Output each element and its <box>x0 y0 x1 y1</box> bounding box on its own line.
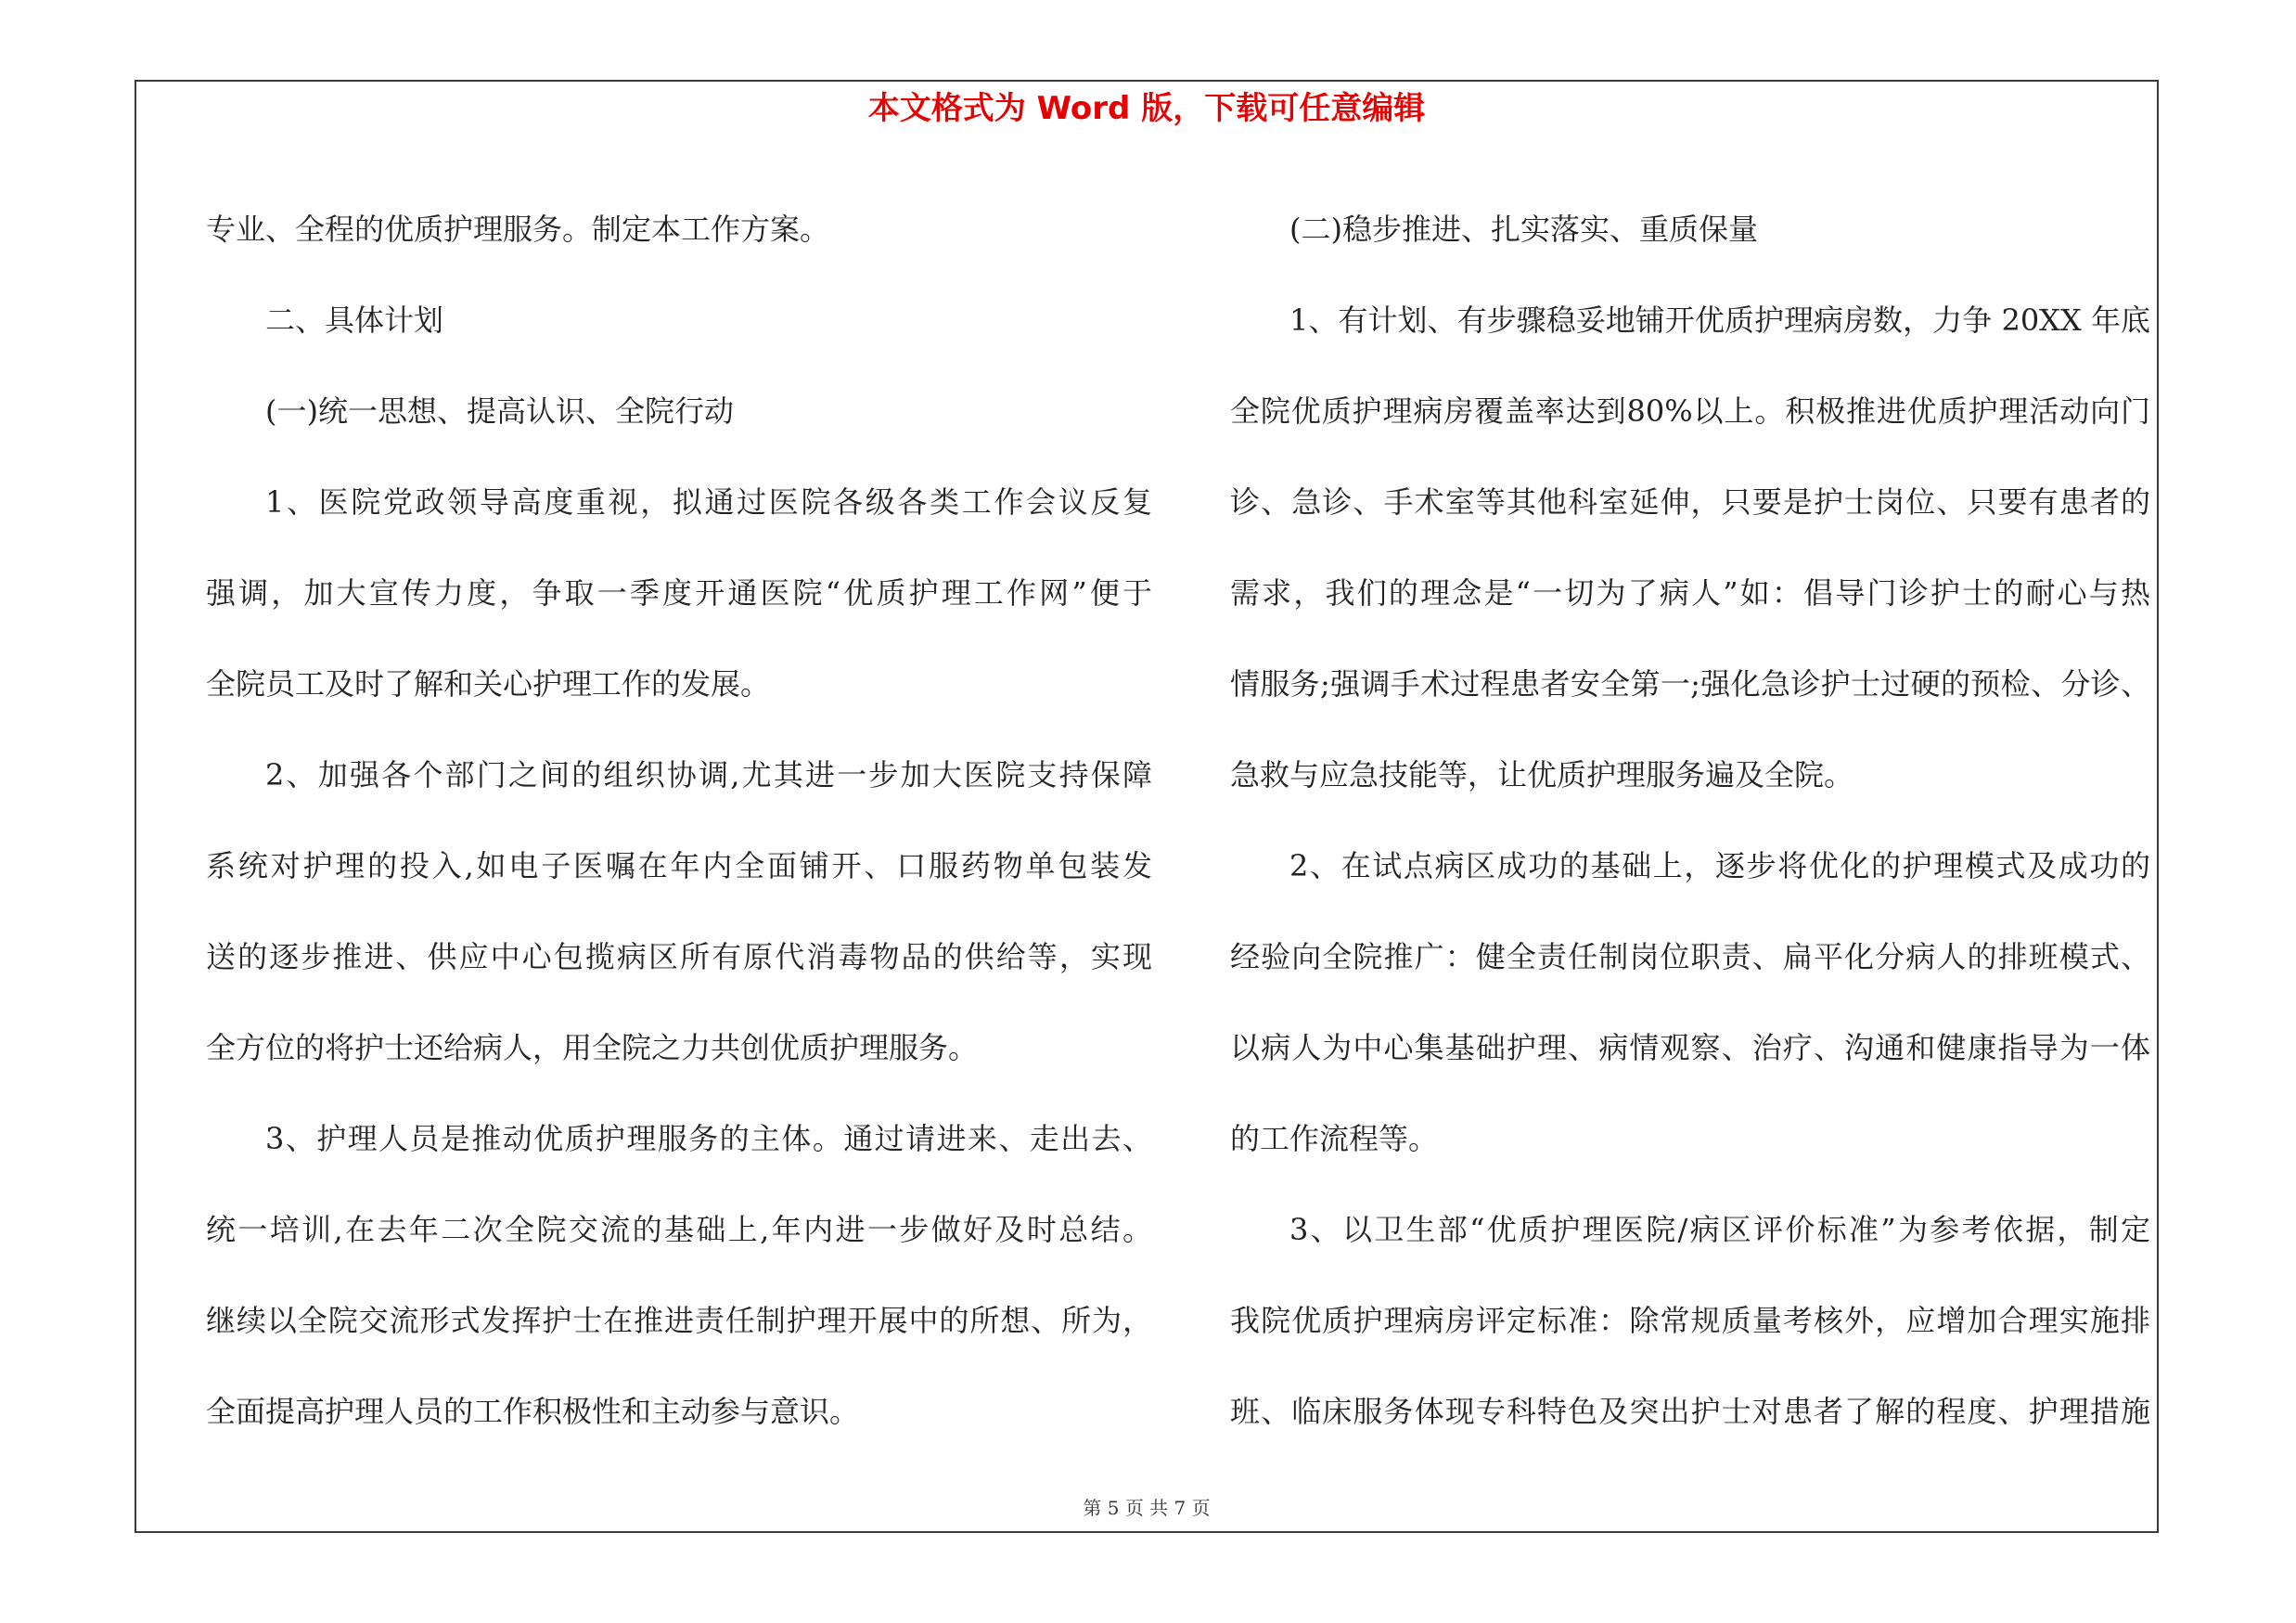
paragraph-line: 全面提高护理人员的工作积极性和主动参与意识。 <box>206 1394 860 1429</box>
paragraph-line: 班、临床服务体现专科特色及突出护士对患者了解的程度、护理措施 <box>1230 1394 2150 1429</box>
paragraph-line: 1、有计划、有步骤稳妥地铺开优质护理病房数，力争 20XX 年底 <box>1289 303 2150 338</box>
paragraph-line: 3、以卫生部“优质护理医院/病区评价标准”为参考依据，制定 <box>1289 1212 2150 1247</box>
paragraph-line: 诊、急诊、手术室等其他科室延伸，只要是护士岗位、只要有患者的 <box>1230 484 2150 520</box>
paragraph-line: 经验向全院推广：健全责任制岗位职责、扁平化分病人的排班模式、 <box>1230 939 2150 974</box>
paragraph-line: 统一培训,在去年二次全院交流的基础上,年内进一步做好及时总结。 <box>206 1212 1152 1247</box>
paragraph-line: 送的逐步推进、供应中心包揽病区所有原代消毒物品的供给等，实现 <box>206 939 1152 974</box>
paragraph-line: 情服务;强调手术过程患者安全第一;强化急诊护士过硬的预检、分诊、 <box>1230 666 2150 702</box>
right-text-column <box>1230 184 2150 1457</box>
paragraph-line: 系统对护理的投入,如电子医嘱在年内全面铺开、口服药物单包装发 <box>206 848 1152 883</box>
subsection-heading: (二)稳步推进、扎实落实、重质保量 <box>1289 212 1758 247</box>
document-notice-header: 本文格式为 Word 版，下载可任意编辑 <box>867 90 1426 127</box>
paragraph-line: 2、加强各个部门之间的组织协调,尤其进一步加大医院支持保障 <box>265 757 1152 792</box>
left-text-column <box>206 184 1152 1457</box>
paragraph-line: 全院优质护理病房覆盖率达到80%以上。积极推进优质护理活动向门 <box>1230 393 2150 429</box>
page-number-footer: 第 5 页 共 7 页 <box>1083 1497 1211 1519</box>
paragraph-line: 需求，我们的理念是“一切为了病人”如：倡导门诊护士的耐心与热 <box>1230 575 2150 611</box>
subsection-heading: (一)统一思想、提高认识、全院行动 <box>265 393 734 429</box>
paragraph-line: 强调，加大宣传力度，争取一季度开通医院“优质护理工作网”便于 <box>206 575 1152 611</box>
paragraph-line: 3、护理人员是推动优质护理服务的主体。通过请进来、走出去、 <box>265 1121 1152 1156</box>
paragraph-line: 急救与应急技能等，让优质护理服务遍及全院。 <box>1230 757 1854 792</box>
paragraph-line: 全院员工及时了解和关心护理工作的发展。 <box>206 666 771 702</box>
paragraph-line: 继续以全院交流形式发挥护士在推进责任制护理开展中的所想、所为， <box>206 1303 1152 1338</box>
paragraph-line: 以病人为中心集基础护理、病情观察、治疗、沟通和健康指导为一体 <box>1230 1030 2150 1065</box>
paragraph-line: 的工作流程等。 <box>1230 1121 1439 1156</box>
paragraph-line: 全方位的将护士还给病人，用全院之力共创优质护理服务。 <box>206 1030 979 1065</box>
paragraph-line: 1、医院党政领导高度重视，拟通过医院各级各类工作会议反复 <box>265 484 1152 520</box>
section-heading: 二、具体计划 <box>265 303 444 338</box>
paragraph-line: 2、在试点病区成功的基础上，逐步将优化的护理模式及成功的 <box>1289 848 2150 883</box>
paragraph-line: 专业、全程的优质护理服务。制定本工作方案。 <box>206 212 830 247</box>
paragraph-line: 我院优质护理病房评定标准：除常规质量考核外，应增加合理实施排 <box>1230 1303 2150 1338</box>
